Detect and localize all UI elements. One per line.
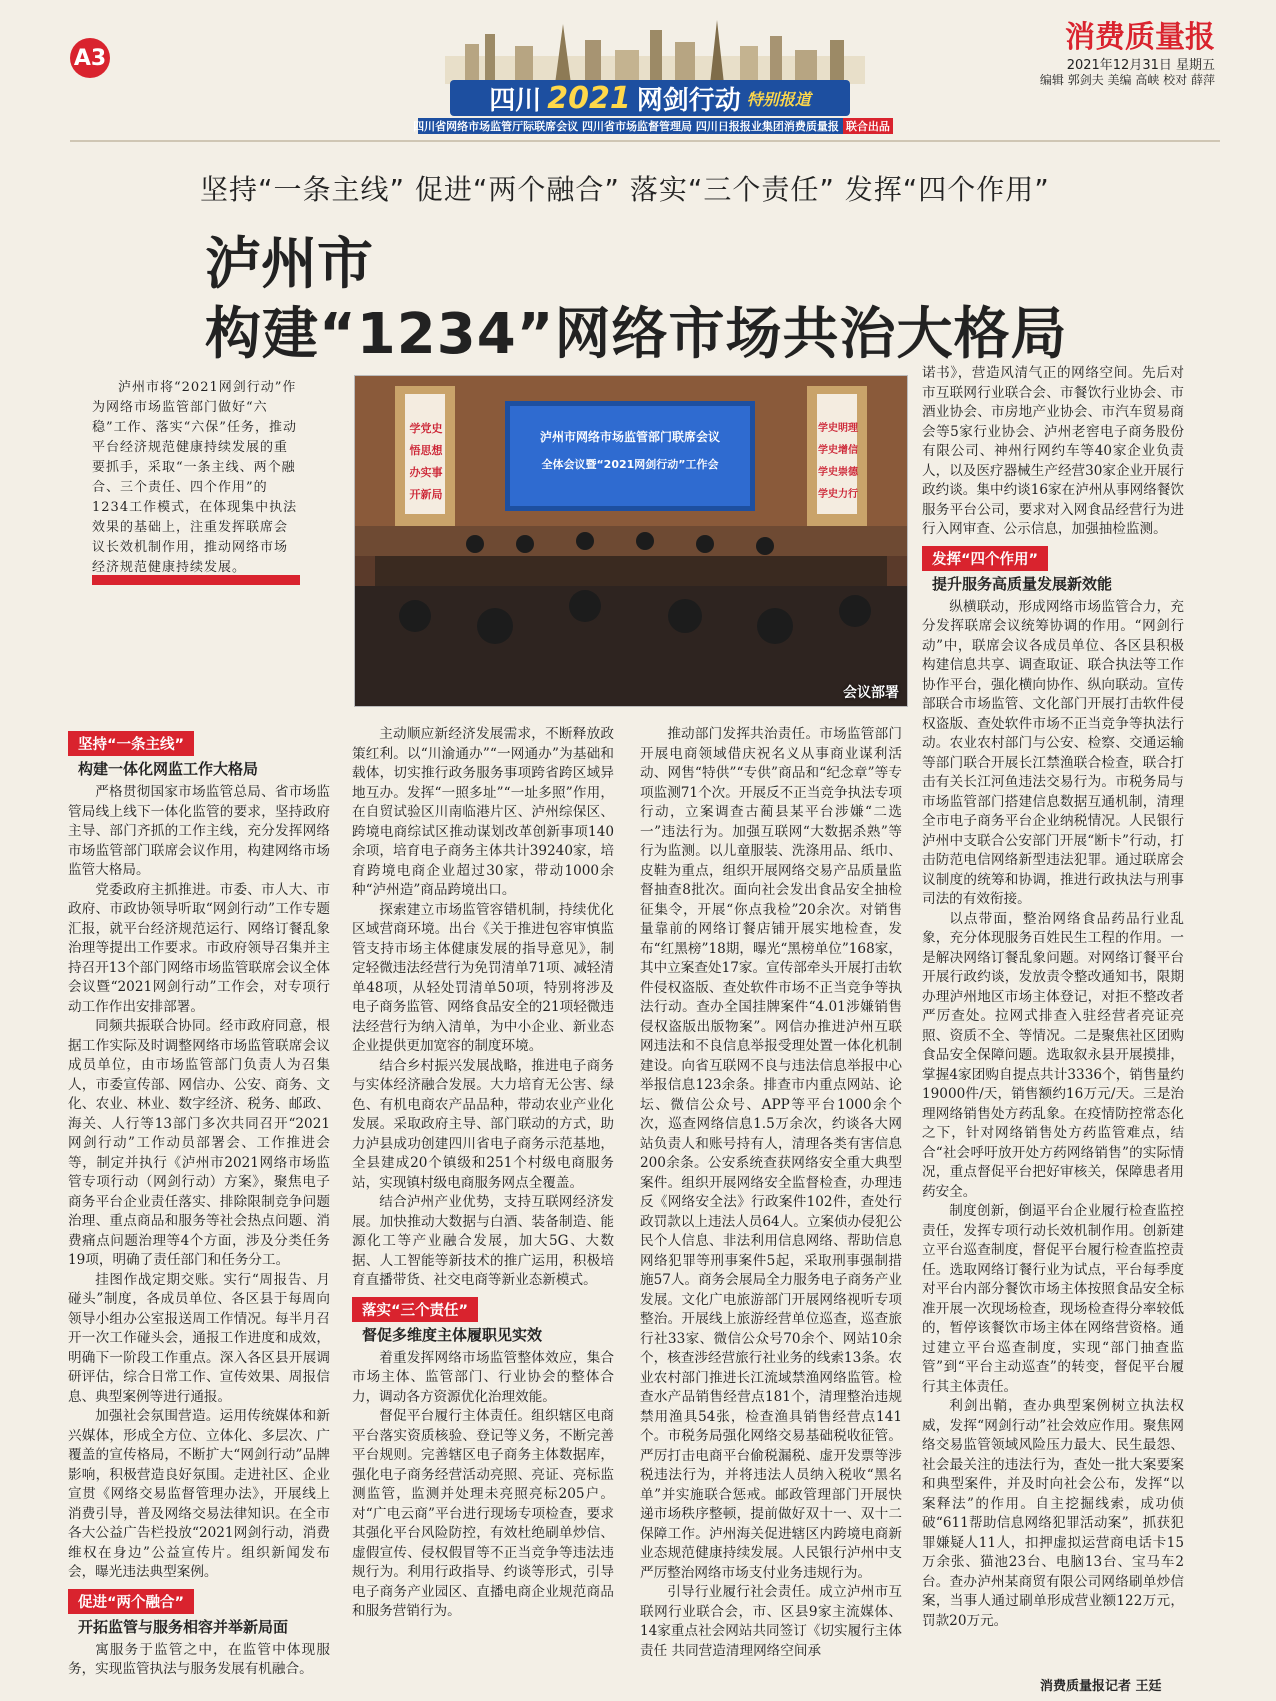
- banner-prefix: 四川: [489, 85, 542, 116]
- paragraph: 挂图作战定期交账。实行“周报告、月碰头”制度，各成员单位、各区县于每周向领导小组办公室报送周工作情况。每半月召开一次工作碰头会，通报工作进度和成效，明确下一阶段工作重点。深入各区县开展调研评估，综合日常工作、宣传效果、周报信息、典型案例等进行通报。: [68, 1271, 330, 1405]
- headline-line-2: 构建“1234”网络市场共治大格局: [205, 302, 1068, 367]
- photo-caption: 会议部署: [843, 685, 899, 701]
- section-tag: 坚持“一条主线”: [68, 731, 194, 756]
- organizers-tag: 联合出品: [843, 118, 893, 134]
- section-tag: 落实“三个责任”: [352, 1297, 478, 1322]
- newspaper-masthead: 消费质量报: [1065, 20, 1215, 55]
- lead-accent-bar: [92, 575, 300, 585]
- headline-line-1: 泸州市: [205, 232, 373, 297]
- paragraph: 以点带面，整治网络食品药品行业乱象，充分体现服务百姓民生工程的作用。一是解决网络订餐乱象问题。对网络订餐平台开展行政约谈，发放责令整改通知书，限期办理泸州地区市场主体登记，对拒不整改者严厉查处。拉网式排查入驻经营者亮证亮照、资质不全、等情况。二是聚焦社区团购食品安全保障问题。选取叙永县开展摸排，掌握4家团购自提点共计3336个，销售量约19000件/天，销售额约16万元/天。三是治理网络销售处方药乱象。在疫情防控常态化之下，针对网络销售处方药监管难点，结合“社会呼吁放开处方药网络销售”的实际情况，重点督促平台把好审核关，保障患者用药安全。: [922, 910, 1184, 1200]
- right-slogan-4: 学史力行: [818, 489, 858, 500]
- banner-year: 2021: [547, 80, 631, 116]
- paragraph: 纵横联动，形成网络市场监管合力，充分发挥联席会议统筹协调的作用。“网剑行动”中，联席会议各成员单位、各区县积极构建信息共享、调查取证、联合执法等工作协作平台，强化横向协作、纵向联动。宣传部联合市场监管、文化部门开展打击软件侵权盗版、查处软件市场不正当竞争等执法行动。农业农村部门与公安、检察、交通运输等部门联合开展长江禁渔联合检查，联合打击有关长江河鱼违法交易行为。市税务局与市场监管部门搭建信息数据互通机制，清理全市电子商务平台企业纳税情况。人民银行泸州中支联合公安部门开展“断卡”行动，打击防范电信网络新型违法犯罪。通过联席会议制度的统筹和协调，推进行政执法与刑事司法的有效衔接。: [922, 598, 1184, 907]
- section-subtitle: 构建一体化网监工作大格局: [78, 760, 259, 778]
- headline-kicker: 坚持“一条主线” 促进“两个融合” 落实“三个责任” 发挥“四个作用”: [200, 173, 1050, 206]
- section-subtitle: 开拓监管与服务相容并举新局面: [78, 1617, 289, 1636]
- paragraph: 同频共振联合协同。经市政府同意，根据工作实际及时调整网络市场监管联席会议成员单位，由市场监管部门负责人为召集人，市委宣传部、网信办、公安、商务、文化、农业、林业、数字经济、税务、邮政、海关、人行等13部门多次共同召开“2021网剑行动”工作动员部署会、工作推进会等，制定并执行《泸州市2021网络市场监管专项行动（网剑行动）方案》，聚焦电子商务平台企业责任落实、排除限制竞争问题治理、重点商品和服务等社会热点问题、消费痛点问题治理等4个方面，涉及分类任务19项，明确了责任部门和任务分工。: [68, 1018, 330, 1268]
- paragraph: 加强社会氛围营造。运用传统媒体和新兴媒体，形成全方位、立体化、多层次、广覆盖的宣传格局，不断扩大“网剑行动”品牌影响，积极营造良好氛围。走进社区、企业宣贯《网络交易监督管理办法》，开展线上消费引导，普及网络交易法律知识。在全市各大公益广告栏投放“2021网剑行动，消费维权在身边”公益宣传片。组织新闻发布会，曝光违法典型案例。: [68, 1408, 330, 1580]
- right-slogan-banner: [815, 418, 861, 506]
- right-slogan-3: 学史崇德: [818, 467, 858, 478]
- left-slogan-1: 学党史: [409, 422, 443, 435]
- paragraph: 党委政府主抓推进。市委、市人大、市政府、市政协领导听取“网剑行动”工作专题汇报，就平台经济规范运行、网络订餐乱象治理等提出工作要求。市政府领导召集并主持召开13个部门网络市场监管联席会议全体会议暨“2021网剑行动”工作会，对专项行动工作作出安排部署。: [68, 881, 330, 1015]
- issue-date: 2021年12月31日 星期五: [1066, 58, 1215, 73]
- section-tag: 发挥“四个作用”: [922, 546, 1048, 571]
- header-divider: [70, 140, 1220, 142]
- organizers-strip: [413, 118, 890, 134]
- left-slogan-2: 悟思想: [409, 444, 443, 457]
- paragraph: 推动部门发挥共治责任。市场监管部门开展电商领域借庆祝名义从事商业谋利活动、网售“特供”“专供”商品和“纪念章”等专项监测71个次。开展反不正当竞争执法专项行动，立案调查古蔺县某平台涉嫌“二选一”违法行为。加强互联网“大数据杀熟”等行为监测。以儿童服装、洗涤用品、纸巾、皮鞋为重点，组织开展网络交易产品质量监督抽查8批次。面向社会发出食品安全抽检征集令，开展“你点我检”20余次。对销售量靠前的网络订餐店铺开展实地检查，发布“红黑榜”18期，曝光“黑榜单位”168家，其中立案查处17家。宣传部牵头开展打击软件侵权盗版、查处软件市场不正当竞争等执法行动。查办全国挂牌案件“4.01涉嫌销售侵权盗版出版物案”。网信办推进泸州互联网违法和不良信息举报受理处置一体化机制建设。向省互联网不良与违法信息举报中心举报信息123余条。排查市内重点网站、论坛、微信公众号、APP等平台1000余个次，巡查网络信息1.5万余次，约谈各大网站负责人和账号持有人，清理各类有害信息200余条。公安系统查获网络安全重大典型案件。组织开展网络安全监督检查，办理违反《网络安全法》行政案件102件，查处行政罚款以上违法人员64人。立案侦办侵犯公民个人信息、非法利用信息网络、帮助信息网络犯罪等刑事案件5起，采取刑事强制措施57人。商务会展局全力服务电子商务产业发展。文化广电旅游部门开展网络视听专项整治。开展线上旅游经营单位巡查，巡查旅行社33家、微信公众号70余个、网站10余个，核查涉经营旅行社业务的线索13条。农业农村部门推进长江流域禁渔网络监管。检查水产品销售经营点181个，清理整治违规禁用渔具54张，检查渔具销售经营点141个。市税务局强化网络交易基础税收征管。严厉打击电商平台偷税漏税、虚开发票等涉税违法行为，并将违法人员纳入税收“黑名单”并实施联合惩戒。邮政管理部门开展快递市场秩序整顿，提前做好双十一、双十二保障工作。泸州海关促进辖区内跨境电商新业态规范健康持续发展。人民银行泸州中支严厉整治网络市场支付业务违规行为。: [640, 726, 902, 1581]
- right-slogan-2: 学史增信: [818, 445, 858, 456]
- meeting-photo: [354, 375, 908, 707]
- paragraph: 结合泸州产业优势，支持互联网经济发展。加快推动大数据与白酒、装备制造、能源化工等产业融合发展，加大5G、大数据、人工智能等新技术的推广运用，积极培育直播带货、社交电商等新业态新模式。: [352, 1194, 614, 1288]
- section-heading-main-line: [68, 731, 330, 779]
- section-heading-four-roles: [922, 546, 1184, 594]
- screen-title: 泸州市网络市场监管部门联席会议: [539, 430, 720, 444]
- paragraph: 督促平台履行主体责任。组织辖区电商平台落实资质核验、登记等义务，不断完善平台规则。完善辖区电子商务主体数据库，强化电子商务经营活动亮照、亮证、亮标监测监管，监测并处理未亮照亮标205户。对“广电云商”平台进行现场专项检查，要求其强化平台风险防控，有效杜绝刷单炒信、虚假宣传、侵权假冒等不正当竞争等违法违规行为。利用行政指导、约谈等形式，引导电子商务产业园区、直播电商企业规范商品和服务营销行为。: [352, 1408, 614, 1619]
- reporter-byline: 消费质量报记者 王廷: [1040, 1679, 1162, 1694]
- paragraph: 制度创新，倒逼平台企业履行检查监控责任，发挥专项行动长效机制作用。创新建立平台巡查制度，督促平台履行检查监控责任。选取网络订餐行业为试点，平台每季度对平台内部分餐饮市场主体按照食品安全标准开展一次现场检查，现场检查得分率较低的，暂停该餐饮市场主体在网络营资格。通过建立平台巡查制度，实现“部门抽查监管”到“平台主动巡查”的转变，督促平台履行其主体责任。: [922, 1203, 1184, 1395]
- banner-suffix: 特别报道: [746, 89, 811, 109]
- paragraph: 主动顺应新经济发展需求，不断释放政策红利。以“川渝通办”“一网通办”为基础和载体，切实推行政务服务事项跨省跨区域异地互办。发挥“一照多址”“一址多照”作用，在自贸试验区川南临港片区、泸州综保区、跨境电商综试区推动谋划改革创新事项140余项，培育电子商务主体共计39240家，培育跨境电商企业超过30家，带动1000余种“泸州造”商品跨境出口。: [352, 726, 614, 898]
- right-slogan-1: 学史明理: [818, 423, 858, 434]
- article-column-2: [352, 725, 614, 1622]
- section-heading-two-integrations: [68, 1589, 330, 1637]
- paragraph: 引导行业履行社会责任。成立泸州市互联网行业联合会，市、区县9家主流媒体、14家重点社会网站共同签订《切实履行主体责任 共同营造清理网络空间承: [640, 1584, 902, 1659]
- special-report-banner: [450, 80, 850, 116]
- city-skyline-illustration: [445, 16, 865, 84]
- article-column-1: [68, 725, 330, 1680]
- section-subtitle: 督促多维度主体履职见实效: [362, 1325, 543, 1344]
- paragraph: 寓服务于监管之中，在监管中体现服务，实现监管执法与服务发展有机融合。: [68, 1641, 330, 1677]
- section-subtitle: 提升服务高质量发展新效能: [932, 574, 1113, 593]
- paragraph: 严格贯彻国家市场监管总局、省市场监管局线上线下一体化监管的要求，坚持政府主导、部门齐抓的工作主线，充分发挥网络市场监管部门联席会议作用，构建网络市场监管大格局。: [68, 784, 330, 878]
- article-lead: 泸州市将“2021网剑行动”作为网络市场监管部门做好“六稳”工作、落实“六保”任务，推动平台经济规范健康持续发展的重要抓手，采取“一条主线、两个融合、三个责任、四个作用”的1234工作模式，在体现集中执法效果的基础上，注重发挥联席会议长效机制作用，推动网络市场经济规范健康持续发展。: [92, 380, 298, 575]
- article-column-3: [640, 725, 902, 1661]
- left-slogan-3: 办实事: [409, 466, 443, 479]
- left-slogan-banner: [407, 418, 445, 506]
- section-tag: 促进“两个融合”: [68, 1589, 194, 1614]
- banner-main: 网剑行动: [636, 85, 741, 116]
- page-number-badge: A3: [70, 38, 110, 78]
- section-heading-three-responsibilities: [352, 1297, 614, 1345]
- paragraph: 诺书》，营造风清气正的网络空间。先后对市互联网行业联合会、市餐饮行业协会、市酒业协会、市房地产业协会、市汽车贸易商会等5家行业协会、泸州老窖电子商务股份有限公司、神州行网约车等40家企业负责人，以及医疗器械生产经营30家企业开展行政约谈。集中约谈16家在泸州从事网络餐饮服务平台公司，要求对入网食品经营行为进行入网审查、公示信息，加强抽检监测。: [922, 365, 1184, 537]
- left-slogan-4: 开新局: [409, 488, 443, 501]
- paragraph: 探索建立市场监管容错机制，持续优化区域营商环境。出台《关于推进包容审慎监管支持市场主体健康发展的指导意见》，制定轻微违法经营行为免罚清单71项、减轻清单48项，从轻处罚清单50项，特别将涉及电子商务监管、网络食品安全的21项轻微违法经营行为纳入清单，为中小企业、新业态企业提供更加宽容的制度环境。: [352, 901, 614, 1054]
- paragraph: 着重发挥网络市场监管整体效应，集合市场主体、监管部门、行业协会的整体合力，调动各方资源优化治理效能。: [352, 1349, 614, 1405]
- paragraph: 利剑出鞘，查办典型案例树立执法权威，发挥“网剑行动”社会效应作用。聚焦网络交易监管领域风险压力最大、民生最怨、社会最关注的违法行为，查处一批大案要案和典型案件，并及时向社会公布，发挥“以案释法”的作用。自主挖掘线索，成功侦破“611帮助信息网络犯罪活动案”，抓获犯罪嫌疑人11人，扣押虚拟运营商电话卡15万余张、猫池23台、电脑13台、宝马车2台。查办泸州某商贸有限公司网络刷单炒信案，当事人通过刷单形成营业额122万元，罚款20万元。: [922, 1398, 1184, 1629]
- organizers-text: 四川省网络市场监管厅际联席会议 四川省市场监督管理局 四川日报报业集团消费质量报: [413, 120, 839, 133]
- article-column-4: [922, 364, 1184, 1631]
- screen-subtitle: 全体会议暨“2021网剑行动”工作会: [541, 458, 719, 471]
- paragraph: 结合乡村振兴发展战略，推进电子商务与实体经济融合发展。大力培育无公害、绿色、有机电商农产品品种，带动农业产业化发展。采取政府主导、部门联动的方式，助力泸县成功创建四川省电子商务示范基地，全县建成20个镇级和251个村级电商服务站，实现镇村级电商服务网点全覆盖。: [352, 1057, 614, 1191]
- editor-credits: 编辑 郭剑夫 美编 高峡 校对 薛萍: [1039, 73, 1215, 87]
